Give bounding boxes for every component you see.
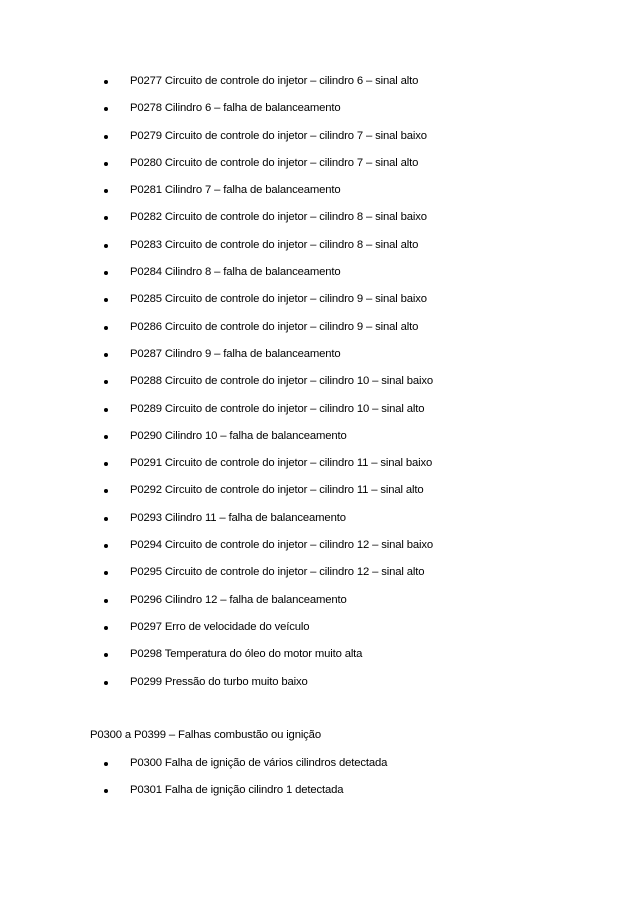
- fault-code-text: P0289 Circuito de controle do injetor – cilindro 10 – sinal alto: [130, 402, 425, 415]
- fault-code-text: P0279 Circuito de controle do injetor – cilindro 7 – sinal baixo: [130, 129, 427, 142]
- bullet-icon: [104, 653, 108, 657]
- fault-code-text: P0298 Temperatura do óleo do motor muito alta: [130, 648, 363, 661]
- bullet-icon: [104, 298, 108, 302]
- bullet-icon: [104, 626, 108, 630]
- fault-code-text: P0291 Circuito de controle do injetor – cilindro 11 – sinal baixo: [130, 457, 433, 470]
- bullet-icon: [104, 789, 108, 793]
- bullet-icon: [104, 135, 108, 139]
- fault-code-text: P0292 Circuito de controle do injetor – cilindro 11 – sinal alto: [130, 484, 424, 497]
- bullet-icon: [104, 326, 108, 330]
- fault-code-text: P0295 Circuito de controle do injetor – cilindro 12 – sinal alto: [130, 566, 425, 579]
- fault-code-text: P0300 Falha de ignição de vários cilindros detectada: [130, 757, 388, 769]
- bullet-icon: [104, 762, 108, 766]
- bullet-icon: [104, 353, 108, 357]
- fault-code-text: P0277 Circuito de controle do injetor – cilindro 6 – sinal alto: [130, 75, 419, 87]
- bullet-icon: [104, 571, 108, 575]
- fault-code-text: P0286 Circuito de controle do injetor – cilindro 9 – sinal alto: [130, 320, 419, 333]
- bullet-icon: [104, 244, 108, 248]
- fault-code-text: P0288 Circuito de controle do injetor – cilindro 10 – sinal baixo: [130, 375, 433, 388]
- bullet-icon: [104, 380, 108, 384]
- bullet-icon: [104, 107, 108, 111]
- bullet-icon: [104, 517, 108, 521]
- fault-code-text: P0299 Pressão do turbo muito baixo: [130, 675, 308, 688]
- fault-code-text: P0287 Cilindro 9 – falha de balanceamento: [130, 347, 341, 360]
- section-heading: P0300 a P0399 – Falhas combustão ou ignição: [90, 729, 321, 741]
- fault-code-text: P0296 Cilindro 12 – falha de balanceamento: [130, 593, 347, 606]
- fault-code-text: P0290 Cilindro 10 – falha de balanceamento: [130, 429, 347, 442]
- fault-code-text: P0284 Cilindro 8 – falha de balanceamento: [130, 266, 341, 279]
- fault-code-text: P0283 Circuito de controle do injetor – cilindro 8 – sinal alto: [130, 238, 419, 251]
- bullet-icon: [104, 80, 108, 84]
- fault-code-text: P0278 Cilindro 6 – falha de balanceamento: [130, 102, 341, 115]
- bullet-icon: [104, 544, 108, 548]
- bullet-icon: [104, 435, 108, 439]
- fault-code-text: P0280 Circuito de controle do injetor – cilindro 7 – sinal alto: [130, 156, 419, 169]
- fault-code-text: P0285 Circuito de controle do injetor – cilindro 9 – sinal baixo: [130, 293, 427, 306]
- fault-code-text: P0293 Cilindro 11 – falha de balanceamento: [130, 511, 346, 524]
- fault-code-text: P0301 Falha de ignição cilindro 1 detectada: [130, 784, 344, 797]
- fault-code-text: P0294 Circuito de controle do injetor – cilindro 12 – sinal baixo: [130, 539, 433, 552]
- fault-code-text: P0281 Cilindro 7 – falha de balanceamento: [130, 184, 341, 197]
- bullet-icon: [104, 271, 108, 275]
- fault-code-text: P0297 Erro de velocidade do veículo: [130, 620, 310, 633]
- bullet-icon: [104, 408, 108, 412]
- bullet-icon: [104, 462, 108, 466]
- bullet-icon: [104, 489, 108, 493]
- fault-code-text: P0282 Circuito de controle do injetor – cilindro 8 – sinal baixo: [130, 211, 427, 224]
- bullet-icon: [104, 189, 108, 193]
- bullet-icon: [104, 216, 108, 220]
- bullet-icon: [104, 162, 108, 166]
- bullet-icon: [104, 599, 108, 603]
- bullet-icon: [104, 681, 108, 685]
